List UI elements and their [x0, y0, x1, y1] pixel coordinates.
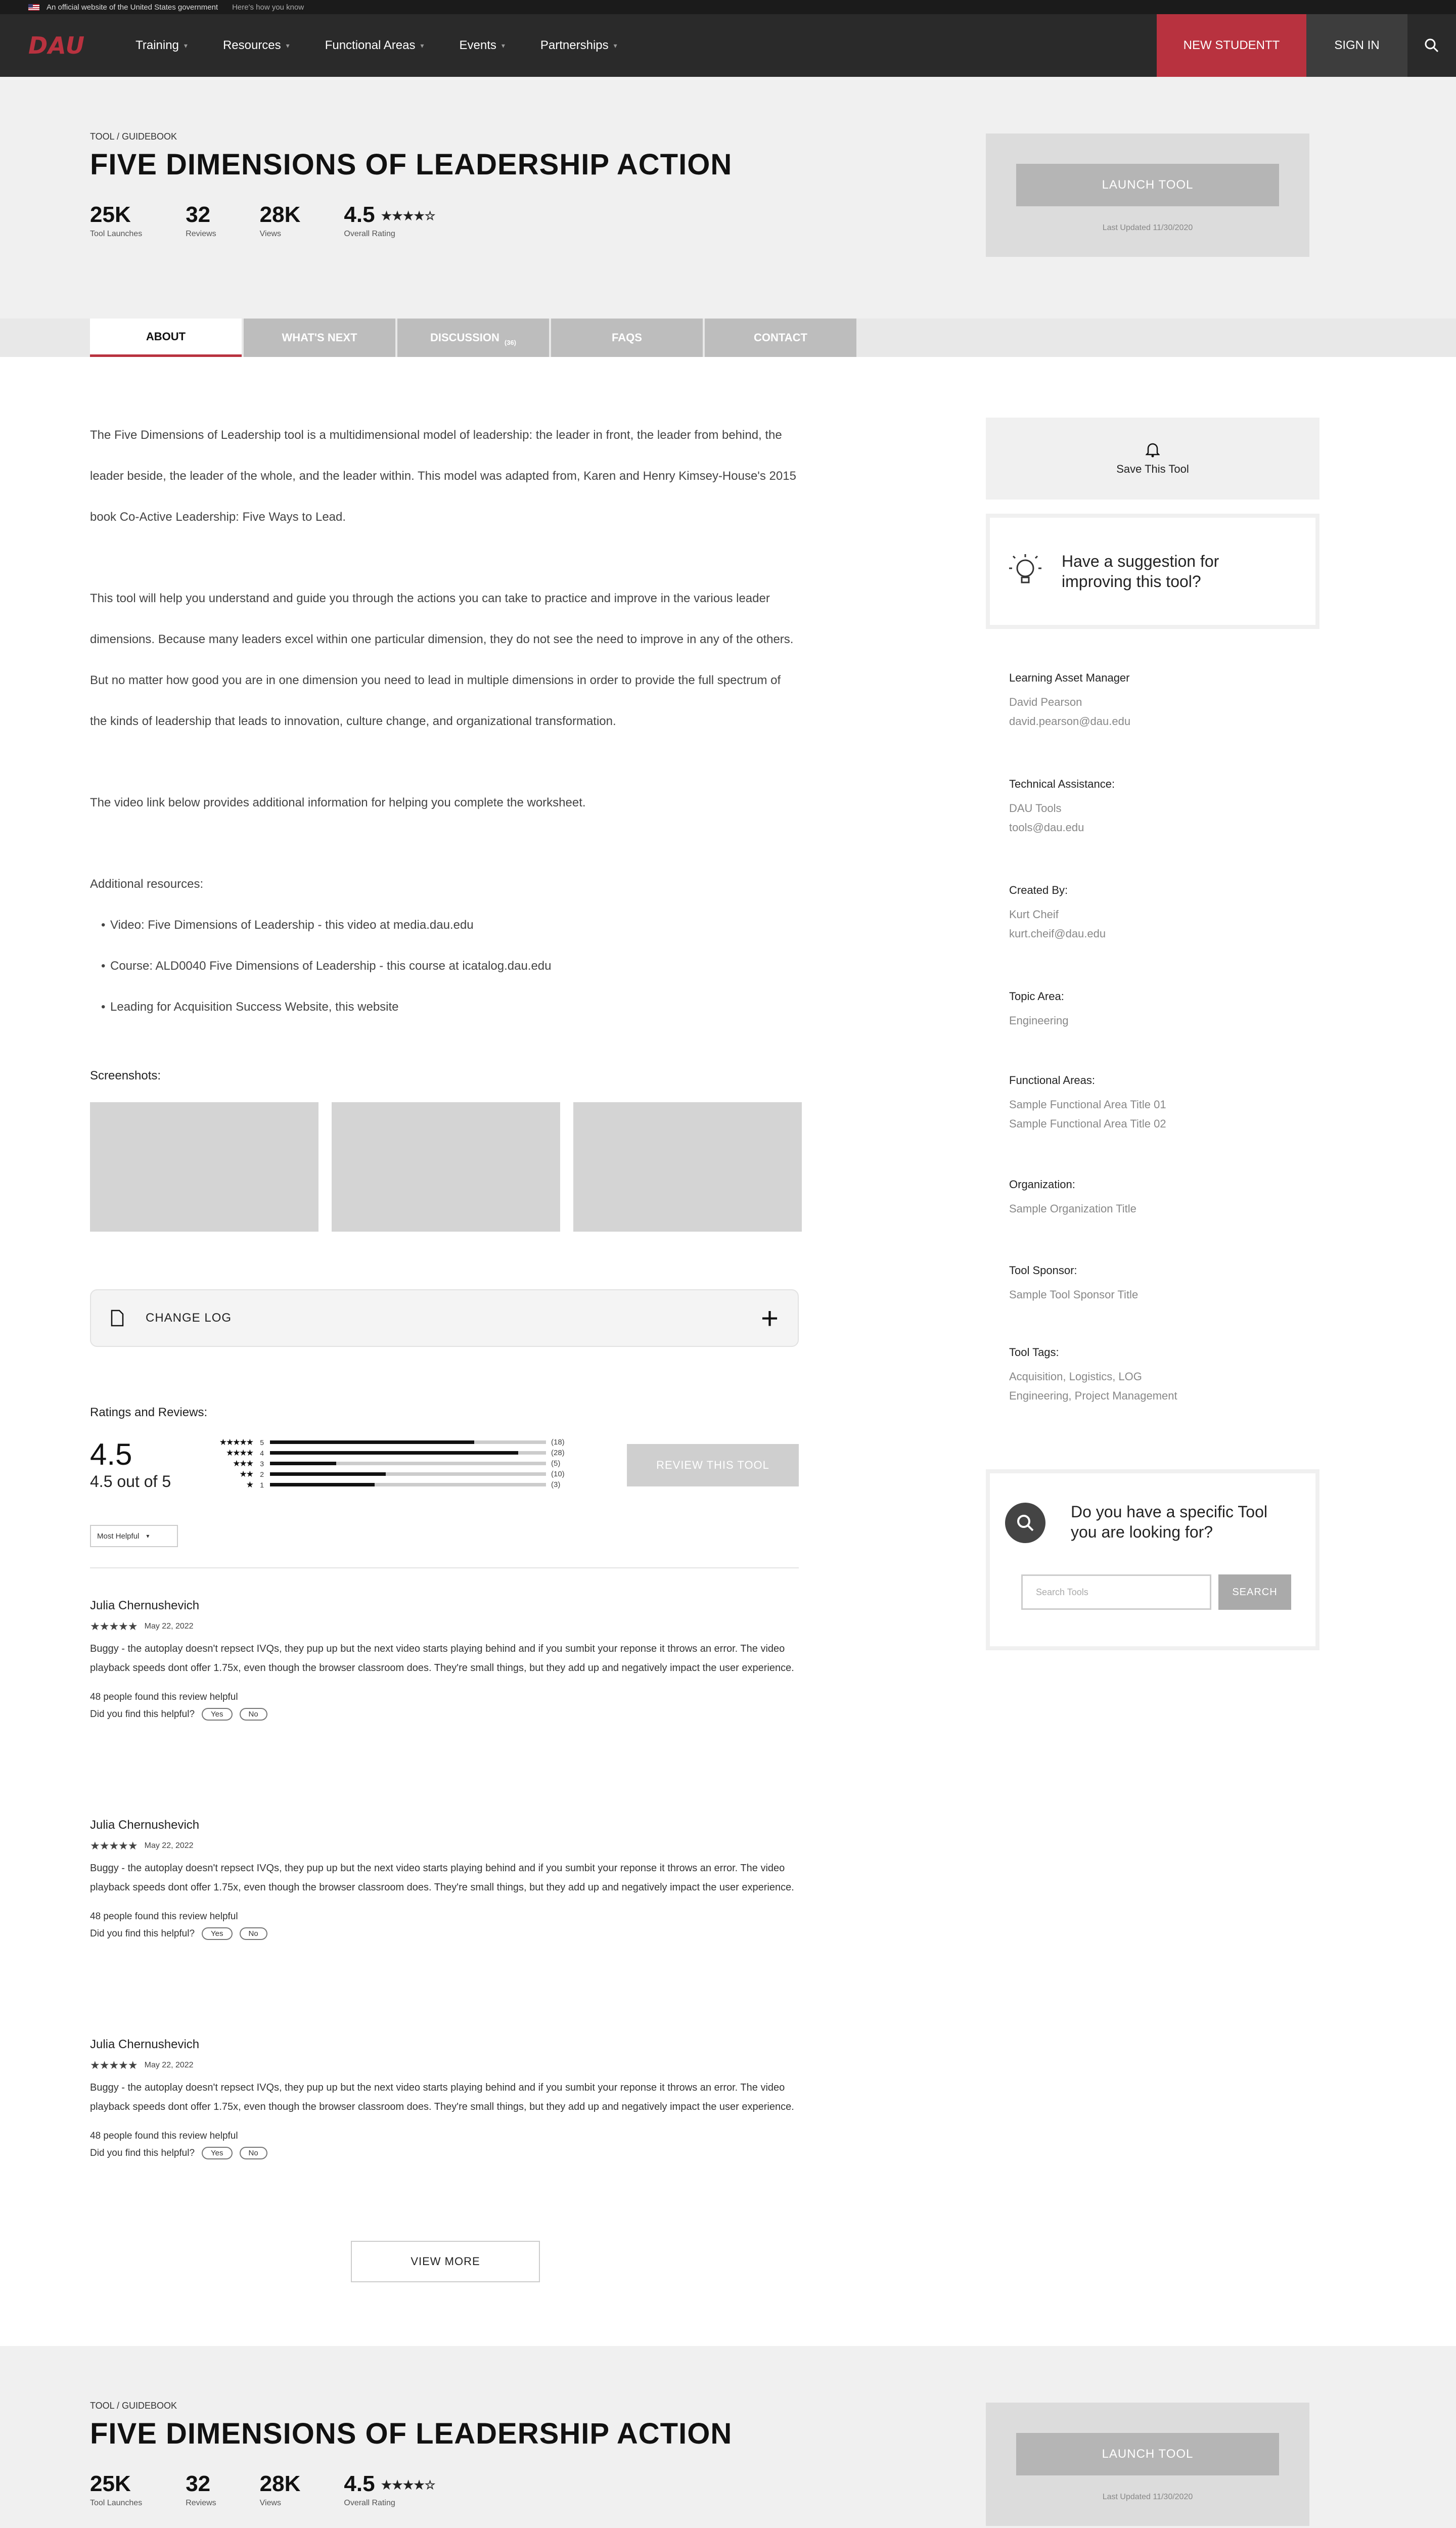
launch-tool-button[interactable]: LAUNCH TOOL	[1016, 2433, 1279, 2475]
info-value: Kurt Cheif	[1009, 908, 1059, 921]
info-heading: Organization:	[1009, 1178, 1075, 1191]
info-tool-tags	[1009, 1346, 1312, 1406]
helpful-prompt	[90, 1708, 799, 1721]
rating-bar-row	[197, 1458, 565, 1469]
about-paragraph: This tool will help you understand and guide you through the actions you can take to practice and improve in the various leader dimensions. Because many leaders excel within one particular dimension, they do not see the need to improve in any of the others. But no matter how good you are in one dimension you need to lead in multiple dimensions in order to provide the full spectrum of the kinds of leadership that leads to innovation, culture change, and organizational transformation.	[90, 592, 794, 728]
resource-link[interactable]: • Video: Five Dimensions of Leadership - this video at media.dau.edu	[90, 905, 798, 945]
how-you-know-link[interactable]: Here's how you know	[232, 3, 304, 12]
helpful-no-button[interactable]: No	[240, 1927, 267, 1940]
info-topic-area	[1009, 990, 1312, 1030]
info-value[interactable]: Acquisition, Logistics, LOG	[1009, 1370, 1142, 1383]
plus-icon: +	[760, 1301, 779, 1335]
rating-bar-fill	[270, 1451, 518, 1455]
search-icon	[1424, 38, 1439, 53]
resource-link[interactable]: • Course: ALD0040 Five Dimensions of Leadership - this course at icatalog.dau.edu	[90, 945, 798, 986]
stat-launches	[90, 202, 142, 239]
view-more-button[interactable]: VIEW MORE	[351, 2241, 540, 2282]
additional-resources-title: Additional resources:	[90, 877, 204, 891]
review-meta	[90, 2059, 799, 2072]
info-organization	[1009, 1178, 1312, 1218]
suggestion-text: Have a suggestion for improving this tool?	[1062, 552, 1219, 591]
us-flag-icon	[28, 4, 39, 11]
helpful-no-button[interactable]: No	[240, 1708, 267, 1721]
stat-value: 28K	[259, 202, 301, 227]
screenshot-gallery	[90, 1102, 802, 1232]
dau-logo[interactable]: DAU	[28, 32, 85, 59]
stat-rating	[344, 2471, 435, 2508]
breadcrumb: TOOL / GUIDEBOOK	[90, 2401, 177, 2411]
page-title: FIVE DIMENSIONS OF LEADERSHIP ACTION	[90, 148, 733, 181]
rating-bar-row	[197, 1448, 565, 1458]
tab-contact[interactable]: CONTACT	[705, 319, 856, 357]
stat-value: 4.5	[344, 2471, 375, 2496]
info-value[interactable]: Engineering	[1009, 1014, 1069, 1027]
tool-hero-repeat	[0, 2346, 1456, 2528]
rating-bar-level: 5	[260, 1438, 264, 1447]
rating-stars-icon: ★★★★★	[219, 1437, 253, 1447]
stat-label: Reviews	[186, 230, 216, 238]
resource-list	[90, 905, 798, 1027]
chevron-down-icon: ▾	[146, 1532, 150, 1540]
stat-rating-value	[344, 2471, 435, 2497]
rating-bar-count: (5)	[551, 1459, 561, 1468]
rating-bar-row	[197, 1437, 565, 1448]
nav-label: Resources	[222, 38, 281, 52]
tab-faqs[interactable]: FAQS	[551, 319, 703, 357]
nav-label: Partnerships	[540, 38, 609, 52]
save-tool-button[interactable]	[986, 418, 1320, 500]
new-student-button[interactable]: NEW STUDENTT	[1157, 14, 1306, 77]
review-body: Buggy - the autoplay doesn't repsect IVQs, they pup up but the next video starts playing behind and if you sumbit your reponse it throws an error. The video playback speeds dont offer 1.75x, even though the browser classroom does. They're small things, but they add up and negatively impact the user experience.	[90, 1643, 794, 1674]
info-heading: Functional Areas:	[1009, 1074, 1095, 1087]
rating-bar-fill	[270, 1472, 386, 1476]
helpful-question: Did you find this helpful?	[90, 1928, 195, 1939]
nav-functional-areas[interactable]	[325, 38, 424, 53]
rating-stars-icon: ★★★★★	[90, 1839, 138, 1852]
rating-bar-track	[270, 1483, 546, 1486]
chevron-down-icon: ▾	[184, 41, 188, 50]
main-nav	[135, 38, 617, 53]
tab-whats-next[interactable]: WHAT'S NEXT	[244, 319, 395, 357]
rating-bar-track	[270, 1462, 546, 1465]
stat-views	[260, 202, 301, 239]
page-title: FIVE DIMENSIONS OF LEADERSHIP ACTION	[90, 2417, 733, 2450]
about-content	[90, 415, 798, 1027]
search-icon	[1015, 1513, 1035, 1533]
rating-bar-count: (28)	[551, 1449, 565, 1457]
tab-discussion[interactable]	[397, 319, 549, 357]
rating-bar-level: 4	[260, 1449, 264, 1457]
rating-breakdown	[197, 1437, 565, 1490]
info-value[interactable]: Engineering, Project Management	[1009, 1389, 1177, 1402]
nav-label: Training	[135, 38, 179, 52]
review-tool-button[interactable]: REVIEW THIS TOOL	[627, 1444, 799, 1486]
bell-icon	[1146, 441, 1160, 458]
info-value[interactable]: Sample Functional Area Title 01	[1009, 1098, 1166, 1111]
about-paragraph: The Five Dimensions of Leadership tool is a multidimensional model of leadership: the leader in front, the leader from behind, the leader beside, the leader of the whole, and the leader within. This model was adapted from, Karen and Henry Kimsey-House's 2015 book Co-Active Leadership: Five Ways to Lead.	[90, 428, 796, 524]
about-paragraph: The video link below provides additional information for helping you complete the worksheet.	[90, 796, 586, 809]
review-date: May 22, 2022	[144, 2061, 194, 2069]
info-value: David Pearson	[1009, 696, 1082, 708]
stat-launches	[90, 2471, 142, 2508]
tab-bar	[0, 319, 1456, 357]
search-tools-button[interactable]: SEARCH	[1218, 1574, 1291, 1610]
nav-label: Events	[459, 38, 496, 52]
rating-stars-icon: ★★★★★	[90, 1620, 138, 1633]
helpful-question: Did you find this helpful?	[90, 2147, 195, 2158]
review-item	[90, 1818, 799, 1940]
info-heading: Created By:	[1009, 884, 1068, 896]
rating-bar-track	[270, 1451, 546, 1455]
rating-bar-level: 2	[260, 1470, 264, 1478]
review-meta	[90, 1839, 799, 1853]
tab-about[interactable]: ABOUT	[90, 319, 242, 357]
rating-stars-icon: ★★★★☆	[381, 209, 436, 223]
reviewer-name: Julia Chernushevich	[90, 2038, 200, 2051]
launch-panel	[986, 2403, 1309, 2526]
rating-summary: 4.5 out of 5	[90, 1472, 171, 1491]
rating-bar-fill	[270, 1483, 375, 1486]
rating-bar-fill	[270, 1462, 336, 1465]
screenshots-title: Screenshots:	[90, 1069, 161, 1082]
helpful-yes-button[interactable]: Yes	[202, 1708, 232, 1721]
nav-label: Functional Areas	[325, 38, 416, 52]
change-log-accordion[interactable]	[90, 1289, 799, 1347]
site-header	[0, 14, 1456, 77]
change-log-label: CHANGE LOG	[146, 1311, 232, 1325]
suggestion-box[interactable]	[986, 514, 1320, 629]
rating-bar-track	[270, 1440, 546, 1444]
info-functional-areas	[1009, 1074, 1312, 1134]
lightbulb-icon	[1006, 552, 1044, 591]
stat-value: 32	[186, 2471, 211, 2496]
rating-bar-fill	[270, 1440, 474, 1444]
sign-in-button[interactable]: SIGN IN	[1306, 14, 1407, 77]
nav-events[interactable]	[460, 38, 505, 53]
stat-label: Reviews	[186, 2499, 216, 2507]
helpful-prompt	[90, 1927, 799, 1940]
last-updated: Last Updated 11/30/2020	[1102, 2493, 1193, 2501]
nav-resources[interactable]	[223, 38, 290, 53]
rating-stars-icon: ★★	[239, 1469, 253, 1479]
rating-bar-level: 1	[260, 1480, 264, 1489]
screenshot-thumbnail[interactable]	[332, 1102, 560, 1232]
review-item	[90, 1599, 799, 1721]
info-heading: Tool Sponsor:	[1009, 1264, 1077, 1277]
review-body: Buggy - the autoplay doesn't repsect IVQs, they pup up but the next video starts playing behind and if you sumbit your reponse it throws an error. The video playback speeds dont offer 1.75x, even though the browser classroom does. They're small things, but they add up and negatively impact the user experience.	[90, 2082, 794, 2112]
sort-select[interactable]	[90, 1525, 178, 1547]
rating-bar-level: 3	[260, 1459, 264, 1468]
document-icon	[110, 1310, 124, 1327]
review-date: May 22, 2022	[144, 1622, 194, 1631]
info-email-link[interactable]: tools@dau.edu	[1009, 821, 1084, 834]
launch-panel	[986, 133, 1309, 257]
chevron-down-icon: ▾	[501, 41, 505, 50]
tool-hero	[0, 77, 1456, 319]
helpful-yes-button[interactable]: Yes	[202, 2147, 232, 2159]
helpful-count: 48 people found this review helpful	[90, 2131, 238, 2141]
info-tool-sponsor	[1009, 1264, 1312, 1304]
stat-label: Tool Launches	[90, 230, 143, 238]
stat-rating-value	[344, 202, 435, 228]
stat-value: 28K	[259, 2471, 301, 2496]
tab-label: DISCUSSION	[430, 331, 499, 344]
stat-value: 4.5	[344, 202, 375, 227]
stat-label: Tool Launches	[90, 2499, 143, 2507]
chevron-down-icon: ▾	[286, 41, 290, 50]
review-date: May 22, 2022	[144, 1841, 194, 1850]
info-email-link[interactable]: david.pearson@dau.edu	[1009, 715, 1131, 728]
screenshot-thumbnail[interactable]	[573, 1102, 802, 1232]
gov-banner-text: An official website of the United States government	[47, 3, 218, 12]
info-value[interactable]: Sample Functional Area Title 02	[1009, 1117, 1166, 1130]
rating-stars-icon: ★	[246, 1479, 253, 1489]
rating-bar-count: (10)	[551, 1470, 565, 1478]
search-circle	[1005, 1503, 1045, 1543]
info-heading: Tool Tags:	[1009, 1346, 1059, 1359]
last-updated: Last Updated 11/30/2020	[1102, 223, 1193, 232]
gov-banner	[0, 0, 1456, 14]
discussion-count-badge: (36)	[504, 338, 517, 346]
search-tools-input[interactable]: Search Tools	[1021, 1574, 1211, 1610]
save-tool-label: Save This Tool	[1116, 463, 1189, 475]
helpful-question: Did you find this helpful?	[90, 1708, 195, 1720]
find-tool-text: Do you have a specific Tool you are looking for?	[1071, 1503, 1267, 1541]
search-button[interactable]	[1407, 14, 1456, 77]
info-value: DAU Tools	[1009, 802, 1062, 815]
screenshot-thumbnail[interactable]	[90, 1102, 318, 1232]
launch-tool-button[interactable]: LAUNCH TOOL	[1016, 164, 1279, 206]
chevron-down-icon: ▾	[613, 41, 617, 50]
stat-value: 25K	[90, 202, 131, 227]
tool-stats	[90, 2471, 435, 2508]
reviewer-name: Julia Chernushevich	[90, 1599, 200, 1612]
info-heading: Topic Area:	[1009, 990, 1064, 1003]
info-value[interactable]: Sample Organization Title	[1009, 1202, 1136, 1215]
info-heading: Learning Asset Manager	[1009, 671, 1130, 684]
nav-training[interactable]	[135, 38, 188, 53]
header-actions	[1157, 14, 1456, 77]
stat-reviews	[186, 202, 216, 239]
stat-label: Overall Rating	[344, 2499, 395, 2507]
helpful-count: 48 people found this review helpful	[90, 1911, 238, 1922]
info-technical-assistance	[1009, 778, 1312, 837]
rating-bar-row	[197, 1469, 565, 1479]
resource-link[interactable]: • Leading for Acquisition Success Website, this website	[90, 986, 798, 1027]
review-body: Buggy - the autoplay doesn't repsect IVQs, they pup up but the next video starts playing behind and if you sumbit your reponse it throws an error. The video playback speeds dont offer 1.75x, even though the browser classroom does. They're small things, but they add up and negatively impact the user experience.	[90, 1863, 794, 1893]
info-value[interactable]: Sample Tool Sponsor Title	[1009, 1288, 1139, 1301]
stat-label: Views	[259, 2499, 282, 2507]
breadcrumb: TOOL / GUIDEBOOK	[90, 131, 177, 142]
find-tool-box	[986, 1469, 1320, 1650]
helpful-count: 48 people found this review helpful	[90, 1692, 238, 1702]
chevron-down-icon: ▾	[420, 41, 424, 50]
rating-stars-icon: ★★★★☆	[381, 2478, 436, 2492]
review-meta	[90, 1620, 799, 1633]
info-learning-asset-manager	[1009, 671, 1312, 731]
rating-stars-icon: ★★★★★	[90, 2059, 138, 2071]
stat-views	[260, 2471, 301, 2508]
stat-rating	[344, 202, 435, 239]
rating-bar-count: (18)	[551, 1438, 565, 1447]
review-item	[90, 2038, 799, 2159]
stat-reviews	[186, 2471, 216, 2508]
sort-value: Most Helpful	[97, 1531, 140, 1541]
divider	[90, 1567, 799, 1568]
ratings-title: Ratings and Reviews:	[90, 1406, 208, 1419]
info-email-link[interactable]: kurt.cheif@dau.edu	[1009, 927, 1106, 940]
nav-partnerships[interactable]	[540, 38, 617, 53]
stat-value: 25K	[90, 2471, 131, 2496]
stat-value: 32	[186, 202, 211, 227]
rating-stars-icon: ★★★★	[226, 1448, 253, 1458]
reviewer-name: Julia Chernushevich	[90, 1818, 200, 1832]
tool-stats	[90, 202, 435, 239]
info-created-by	[1009, 884, 1312, 943]
info-heading: Technical Assistance:	[1009, 778, 1115, 790]
rating-bar-row	[197, 1479, 565, 1490]
helpful-prompt	[90, 2147, 799, 2159]
stat-label: Overall Rating	[344, 230, 395, 238]
helpful-yes-button[interactable]: Yes	[202, 1927, 232, 1940]
helpful-no-button[interactable]: No	[240, 2147, 267, 2159]
rating-bar-track	[270, 1472, 546, 1476]
rating-stars-icon: ★★★	[233, 1458, 253, 1468]
stat-label: Views	[259, 230, 282, 238]
rating-average: 4.5	[90, 1437, 132, 1471]
rating-bar-count: (3)	[551, 1480, 561, 1489]
